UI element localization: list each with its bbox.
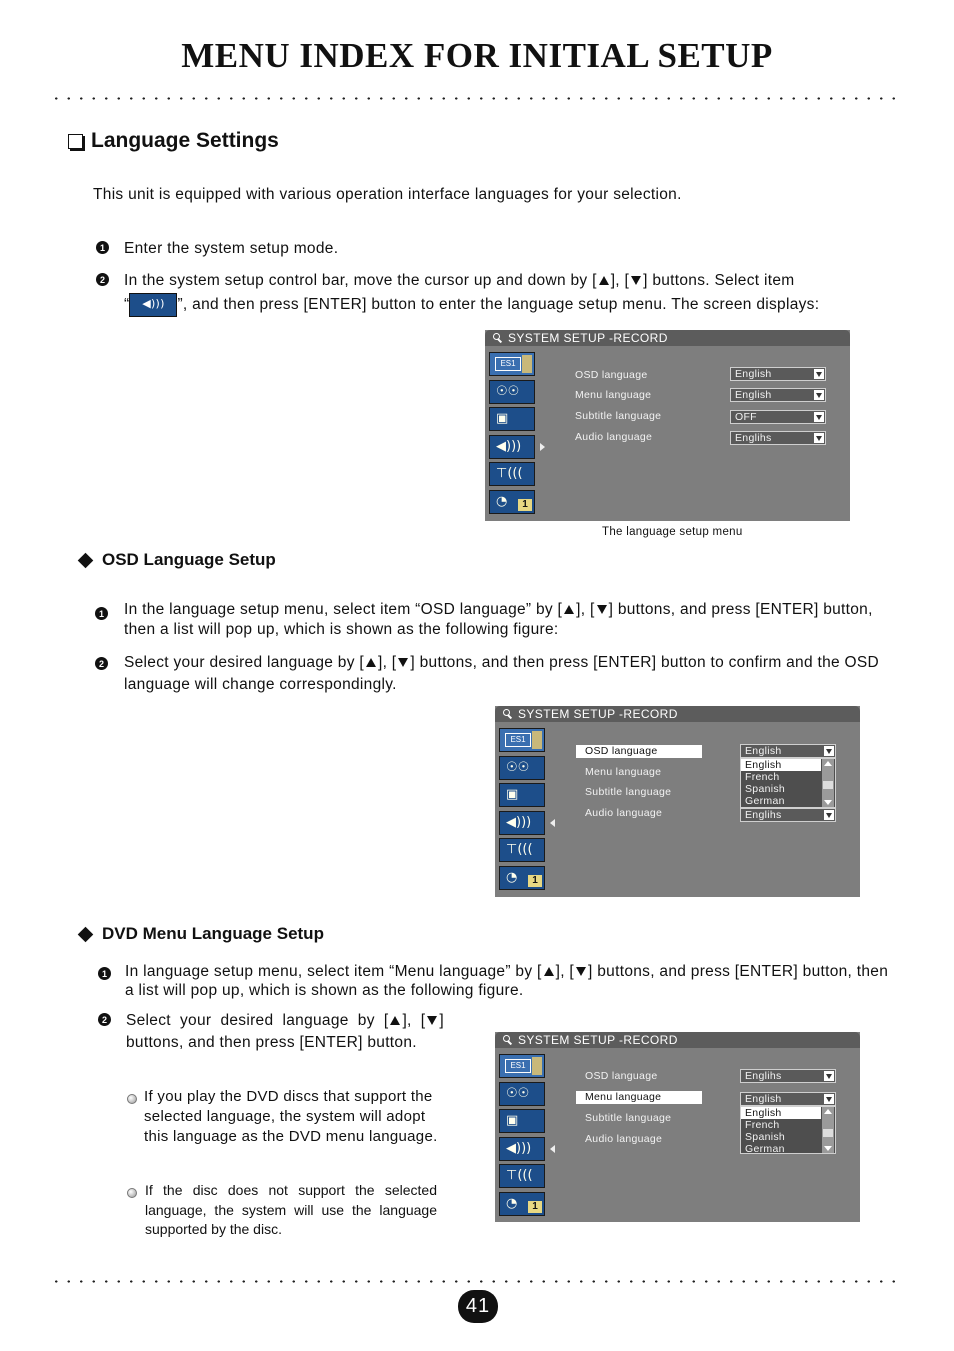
chevron-down-icon[interactable] <box>824 746 834 756</box>
dropdown-value: English <box>735 368 772 380</box>
dvd-step-2-c: ] buttons, and then press [ENTER] button. <box>126 1012 444 1051</box>
setup-icon-bar <box>499 728 549 893</box>
dvd-step-1-c: ] buttons, and press [ENTER] button, then a list will pop up, which is shown as the following figure. <box>125 963 889 999</box>
osd-step-1-c: ] buttons, and press [ENTER] button, then a list will pop up, which is shown as the following figure: <box>124 601 873 638</box>
dvd-step-1-text <box>125 962 895 1000</box>
dvd-step-2-a: Select your desired language by [ <box>126 1012 389 1029</box>
screen-header-text: SYSTEM SETUP -RECORD <box>508 331 668 345</box>
antenna-icon[interactable]: ⊤((( <box>499 838 545 862</box>
badge-number: 1 <box>518 499 532 511</box>
step-1-number-icon: 1 <box>96 241 109 254</box>
clock-icon[interactable]: ◔ 1 <box>489 490 535 514</box>
down-arrow-icon <box>597 605 607 614</box>
film-reel-icon[interactable]: ☉☉ <box>499 756 545 780</box>
general-setup-icon[interactable] <box>499 1054 545 1078</box>
osd-language-dropdown[interactable] <box>730 367 826 381</box>
dvd-step-1-a: In language setup menu, select item “Menu language” by [ <box>125 963 542 980</box>
scroll-up-icon[interactable] <box>824 761 832 766</box>
up-arrow-icon <box>564 605 574 614</box>
wrench-icon <box>493 333 503 343</box>
osd-language-dropdown[interactable] <box>740 1069 836 1083</box>
step-2-text <box>124 269 884 317</box>
subtitle-language-dropdown[interactable] <box>730 410 826 424</box>
menu-language-label[interactable]: Menu language <box>575 389 652 401</box>
note-2-bullet-icon <box>127 1185 137 1203</box>
audio-language-label[interactable]: Audio language <box>585 807 663 819</box>
dvd-step-1-b: ], [ <box>555 963 575 980</box>
option-french[interactable]: French <box>745 771 780 783</box>
menu-language-dropdown[interactable] <box>740 1092 836 1106</box>
checkbox-square-icon <box>68 134 83 149</box>
screen-header-text: SYSTEM SETUP -RECORD <box>518 1033 678 1047</box>
osd-language-label[interactable]: OSD language <box>585 1070 658 1082</box>
figure-caption: The language setup menu <box>602 526 743 538</box>
dvd-step-2-text <box>126 1010 444 1054</box>
chevron-down-icon[interactable] <box>824 810 834 820</box>
osd-language-label[interactable]: OSD language <box>575 369 648 381</box>
diamond-bullet-icon <box>78 552 94 568</box>
camera-icon[interactable]: ▣ <box>499 1109 545 1133</box>
dropdown-value: English <box>735 389 772 401</box>
option-english[interactable]: English <box>741 759 821 771</box>
clock-icon[interactable]: ◔ 1 <box>499 1192 545 1216</box>
wrench-icon <box>503 1035 513 1045</box>
dvd-step-1-number-icon: 1 <box>98 967 111 980</box>
dvd-step-2-b: ], [ <box>402 1012 426 1029</box>
osd-language-label[interactable]: OSD language <box>576 745 702 758</box>
camera-icon[interactable]: ▣ <box>489 407 535 431</box>
wrench-icon <box>503 709 513 719</box>
osd-step-2-text <box>124 652 899 696</box>
diamond-bullet-icon <box>78 926 94 942</box>
menu-language-options-list[interactable] <box>740 1106 836 1154</box>
step-1-text: Enter the system setup mode. <box>124 240 339 257</box>
screen-header <box>495 706 860 722</box>
antenna-icon[interactable]: ⊤((( <box>499 1164 545 1188</box>
note-1-bullet-icon <box>127 1091 137 1109</box>
subtitle-language-label[interactable]: Subtitle language <box>585 786 672 798</box>
up-arrow-icon <box>390 1016 400 1025</box>
chevron-down-icon[interactable] <box>814 433 824 443</box>
audio-language-label[interactable]: Audio language <box>585 1133 663 1145</box>
dropdown-value: Englihs <box>745 809 782 821</box>
up-arrow-icon <box>366 658 376 667</box>
speaker-icon[interactable]: ◀))) <box>499 1137 545 1161</box>
scrollbar[interactable] <box>822 1107 834 1153</box>
scrollbar[interactable] <box>822 759 834 807</box>
dvd-step-2-number-icon: 2 <box>98 1013 111 1026</box>
osd-step-1-text <box>124 600 899 640</box>
screen-header <box>495 1032 860 1048</box>
speaker-icon[interactable]: ◀))) <box>499 811 545 835</box>
general-setup-icon[interactable] <box>489 352 535 376</box>
intro-text: This unit is equipped with various operation interface languages for your selection. <box>93 186 682 203</box>
osd-step-2-a: Select your desired language by [ <box>124 654 364 671</box>
section-heading-text: Language Settings <box>91 129 279 152</box>
up-arrow-icon <box>544 967 554 976</box>
chevron-down-icon[interactable] <box>814 412 824 422</box>
scroll-thumb[interactable] <box>823 781 833 789</box>
option-german[interactable]: German <box>745 795 785 807</box>
note-2-text: If the disc does not support the selected language, the system will use the language supported by the disc. <box>145 1182 437 1237</box>
step-2-text-a: In the system setup control bar, move the cursor up and down by [ <box>124 272 597 289</box>
general-setup-icon[interactable] <box>499 728 545 752</box>
selection-pointer-icon <box>550 1145 555 1153</box>
scroll-down-icon[interactable] <box>824 800 832 805</box>
screen-header <box>485 330 850 346</box>
es-label: ES1 <box>505 1059 531 1073</box>
language-setup-screen <box>485 330 850 521</box>
dropdown-value: English <box>745 745 782 757</box>
subtitle-language-label[interactable]: Subtitle language <box>585 1112 672 1124</box>
scroll-thumb[interactable] <box>823 1129 833 1137</box>
step-2-text-c: ] buttons. Select item <box>643 272 795 289</box>
chevron-down-icon[interactable] <box>814 390 824 400</box>
setup-icon-bar <box>499 1054 549 1219</box>
chevron-down-icon[interactable] <box>824 1071 834 1081</box>
option-spanish[interactable]: Spanish <box>745 783 786 795</box>
dropdown-value: Englihs <box>735 432 772 444</box>
osd-step-1-number-icon: 1 <box>95 607 108 620</box>
dropdown-value: Englihs <box>745 1070 782 1082</box>
osd-language-options-list[interactable] <box>740 758 836 808</box>
section-heading <box>68 129 279 153</box>
down-arrow-icon <box>576 967 586 976</box>
scroll-up-icon[interactable] <box>824 1109 832 1114</box>
audio-language-dropdown[interactable] <box>730 431 826 445</box>
speaker-icon: ◀))) <box>129 293 177 317</box>
down-arrow-icon <box>427 1016 437 1025</box>
option-spanish[interactable]: Spanish <box>745 1131 786 1143</box>
dvd-heading <box>80 924 324 944</box>
audio-language-dropdown[interactable] <box>740 808 836 822</box>
scroll-down-icon[interactable] <box>824 1146 832 1151</box>
down-arrow-icon <box>631 276 641 285</box>
osd-heading-text: OSD Language Setup <box>102 550 276 569</box>
dropdown-value: OFF <box>735 411 757 423</box>
step-2-text-b: ], [ <box>610 272 630 289</box>
chevron-down-icon[interactable] <box>824 1094 834 1104</box>
menu-language-screen <box>495 1032 860 1222</box>
osd-step-1-b: ], [ <box>576 601 595 618</box>
es-label: ES1 <box>495 357 521 371</box>
antenna-icon[interactable]: ⊤((( <box>489 462 535 486</box>
osd-language-screen <box>495 706 860 897</box>
osd-step-2-c: ] buttons, and then press [ENTER] button to confirm and the OSD language will change correspondingly. <box>124 654 880 693</box>
step-2-text-d: “ <box>124 296 130 314</box>
osd-step-2-b: ], [ <box>377 654 397 671</box>
menu-language-label[interactable]: Menu language <box>576 1091 702 1104</box>
speaker-icon[interactable]: ◀))) <box>489 435 535 459</box>
subtitle-language-label[interactable]: Subtitle language <box>575 410 662 422</box>
menu-language-label[interactable]: Menu language <box>585 766 662 778</box>
option-french[interactable]: French <box>745 1119 780 1131</box>
clock-icon[interactable]: ◔ 1 <box>499 866 545 890</box>
setup-icon-bar <box>489 352 539 517</box>
down-arrow-icon <box>398 658 408 667</box>
badge-number: 1 <box>528 875 542 887</box>
badge-number: 1 <box>528 1201 542 1213</box>
page-title: MENU INDEX FOR INITIAL SETUP <box>181 36 773 75</box>
dropdown-value: English <box>745 1093 782 1105</box>
option-english[interactable]: English <box>741 1107 821 1119</box>
dvd-heading-text: DVD Menu Language Setup <box>102 924 324 943</box>
option-german[interactable]: German <box>745 1143 785 1155</box>
osd-language-dropdown[interactable] <box>740 744 836 758</box>
selection-pointer-icon <box>540 443 545 451</box>
osd-heading <box>80 550 276 570</box>
step-2-number-icon: 2 <box>96 273 109 286</box>
page-number: 41 <box>458 1290 498 1323</box>
es-label: ES1 <box>505 733 531 747</box>
audio-language-label[interactable]: Audio language <box>575 431 653 443</box>
step-2-text-e: ”, and then press [ENTER] button to enter the language setup menu. The screen displays: <box>177 296 820 314</box>
note-1-text: If you play the DVD discs that support the selected language, the system will adopt this language as the DVD menu language. <box>144 1088 438 1145</box>
selection-pointer-icon <box>550 819 555 827</box>
film-reel-icon[interactable]: ☉☉ <box>499 1082 545 1106</box>
osd-step-2-number-icon: 2 <box>95 657 108 670</box>
camera-icon[interactable]: ▣ <box>499 783 545 807</box>
chevron-down-icon[interactable] <box>814 369 824 379</box>
bottom-divider <box>50 1280 898 1283</box>
screen-header-text: SYSTEM SETUP -RECORD <box>518 707 678 721</box>
up-arrow-icon <box>599 276 609 285</box>
film-reel-icon[interactable]: ☉☉ <box>489 380 535 404</box>
osd-step-1-a: In the language setup menu, select item “OSD language” by [ <box>124 601 563 618</box>
top-divider <box>50 97 898 100</box>
menu-language-dropdown[interactable] <box>730 388 826 402</box>
